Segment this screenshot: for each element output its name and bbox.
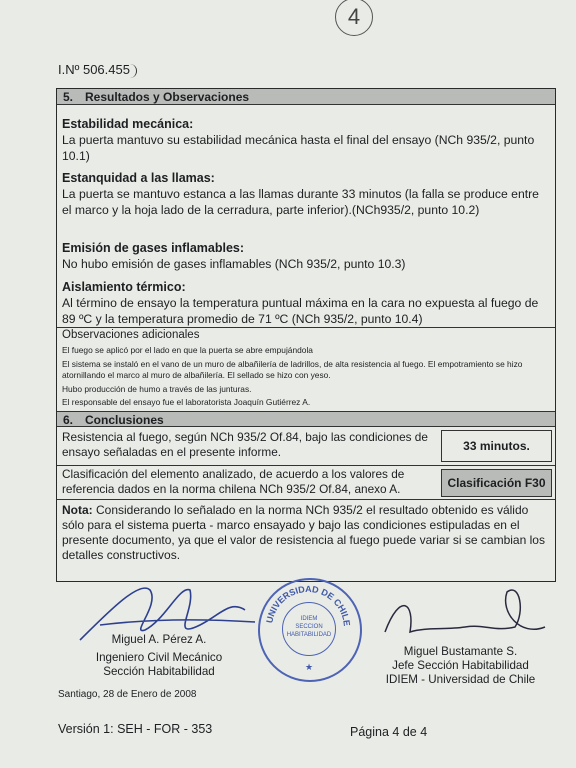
seal-inner-line: HABITABILIDAD xyxy=(286,632,332,638)
university-seal xyxy=(258,578,362,682)
resistance-value-cell xyxy=(441,430,552,462)
resistance-text: Resistencia al fuego, según NCh 935/2 Of.84, bajo las condiciones de ensayo señaladas en el presente informe. xyxy=(62,430,428,459)
classification-value: Clasificación F30 xyxy=(447,476,546,490)
footer-page: Página 4 de 4 xyxy=(350,725,428,739)
observation-line: El sistema se instaló en el vano de un muro de albañilería de ladrillos, de alta resistencia al fuego. El empotramiento se hizo atornillando el marco al muro de albañilería. El sellado se hizo con yeso. xyxy=(62,359,523,380)
divider xyxy=(57,465,555,466)
seal-outer-text: UNIVERSIDAD DE CHILE xyxy=(264,583,353,627)
seal-inner-line: SECCION xyxy=(295,624,323,630)
right-signatory-name: Miguel Bustamante S. xyxy=(403,645,518,658)
left-signatory-dept: Sección Habitabilidad xyxy=(103,665,215,678)
resistance-value: 33 minutos. xyxy=(463,439,530,453)
note-label: Nota: xyxy=(62,503,93,517)
section6-number: 6. xyxy=(63,413,74,427)
left-signatory-role: Ingeniero Civil Mecánico xyxy=(95,651,223,664)
estabilidad-title: Estabilidad mecánica: xyxy=(62,117,194,131)
estanquidad-text: La puerta se mantuvo estanca a las llamas durante 33 minutos (la falla se produce entre el marco y la hoja lado de la cerradura, parte inferior).(NCh935/2, punto 10.2) xyxy=(62,187,539,217)
estanquidad-title: Estanquidad a las llamas: xyxy=(62,171,215,185)
section6-header xyxy=(57,411,555,427)
emision-text: No hubo emisión de gases inflamables (NCh 935/2, punto 10.3) xyxy=(62,257,406,271)
section5-header xyxy=(57,89,555,105)
star-icon: ★ xyxy=(305,662,314,672)
observation-line: Hubo producción de humo a través de las junturas. xyxy=(62,384,252,394)
section6-title: Conclusiones xyxy=(85,413,164,427)
place-date: Santiago, 28 de Enero de 2008 xyxy=(58,689,197,700)
note-paragraph xyxy=(62,503,552,563)
observation-line: El responsable del ensayo fue el laboratorista Joaquín Gutiérrez A. xyxy=(62,397,311,407)
right-signatory-dept: IDIEM - Universidad de Chile xyxy=(385,673,536,686)
aislamiento-title: Aislamiento térmico: xyxy=(62,280,186,294)
report-reference-text: I.Nº 506.455 xyxy=(58,62,130,77)
report-reference xyxy=(58,62,137,78)
estabilidad-text: La puerta mantuvo su estabilidad mecánica hasta el final del ensayo (NCh 935/2, punto 10.1) xyxy=(62,133,535,163)
section5-number: 5. xyxy=(63,90,74,104)
footer-version: Versión 1: SEH - FOR - 353 xyxy=(58,722,213,736)
emision-title: Emisión de gases inflamables: xyxy=(62,241,245,255)
handwritten-parenthesis xyxy=(128,64,137,78)
section5-title: Resultados y Observaciones xyxy=(85,90,250,104)
aislamiento-text: Al término de ensayo la temperatura puntual máxima en la cara no expuesta al fuego de 89 ºC y la temperatura promedio de 71 ºC (NCh 935/2, punto 10.4) xyxy=(62,296,539,326)
divider xyxy=(57,327,555,328)
handwritten-page-number: 4 xyxy=(335,0,373,36)
results-box xyxy=(56,88,556,582)
classification-text: Clasificación del elemento analizado, de acuerdo a los valores de referencia dados en la norma chilena NCh 935/2 Of.84, anexo A. xyxy=(62,467,405,496)
seal-inner-ring xyxy=(282,602,336,656)
seal-inner-line: IDIEM xyxy=(300,616,318,622)
right-signatory-role: Jefe Sección Habitabilidad xyxy=(392,659,529,672)
note-text: Considerando lo señalado en la norma NCh 935/2 el resultado obtenido es válido sólo para el sistema puerta - marco ensayado y bajo las condiciones estipuladas en el presente documento, ya que el valor de resistencia al fuego puede variar si se cambian los detalles constructivos. xyxy=(62,503,545,562)
observaciones-title: Observaciones adicionales xyxy=(62,329,200,341)
classification-value-cell xyxy=(441,469,552,497)
divider xyxy=(57,499,555,500)
left-signatory-name: Miguel A. Pérez A. xyxy=(111,633,207,646)
observation-line: El fuego se aplicó por el lado en que la puerta se abre empujándola xyxy=(62,345,313,355)
